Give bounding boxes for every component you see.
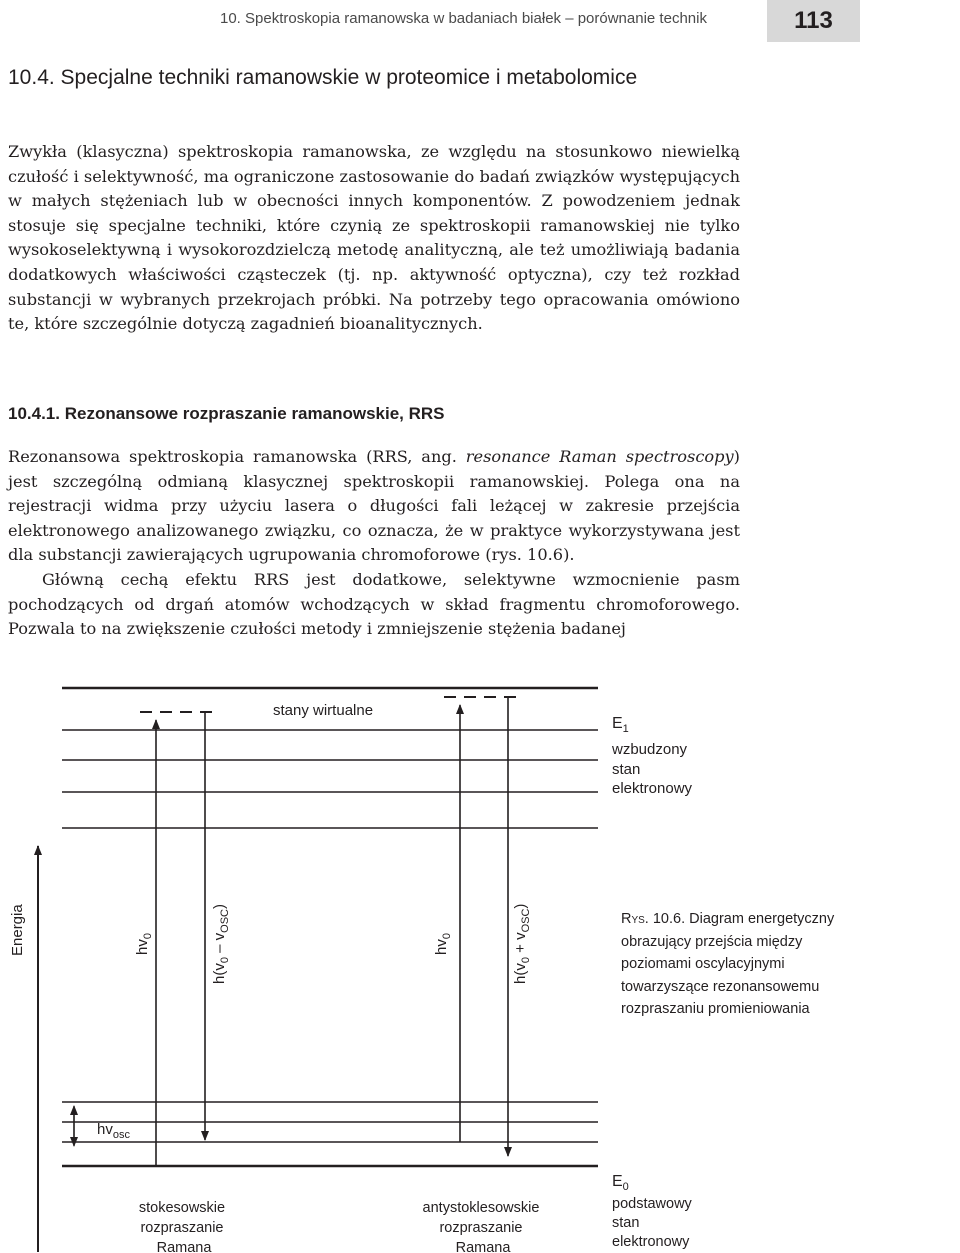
antistokes-shift-label: $h(v_0 + v_{OSC})$ <box>512 903 532 984</box>
subsection-title: 10.4.1. Rezonansowe rozpraszanie ramanowskie, RRS <box>8 404 445 423</box>
paragraph-text-end: ) jest szczególną odmianą klasycznej spektroskopii ramanowskiej. Polega ona na rejestracji widma przy użyciu lasera o długości fali leżącej w zakresie przejścia elektronowego analizowanego związku, co oznacza, że w praktyce wykorzystywana jest dla substancji zawierających ugrupowania chromoforowe (rys. 10.6). <box>8 447 740 565</box>
excited-state-label: wzbudzony stan elektronowy <box>612 741 693 797</box>
stokes-shift-label: $h(v_0 - v_{OSC})$ <box>211 904 231 984</box>
hv0-label-antistokes: $hv_0$ <box>433 933 453 955</box>
figure-label: Rys. 10.6. <box>621 911 686 927</box>
running-head: 10. Spektroskopia ramanowska w badaniach białek – porównanie technik <box>220 10 707 27</box>
body-paragraph-1 <box>8 140 740 337</box>
hv-osc-label: $hv_{osc}$ <box>97 1121 130 1141</box>
english-term: resonance Raman spectroscopy <box>465 447 734 466</box>
body-paragraph-2 <box>8 445 740 642</box>
e0-label: $E_0$ <box>612 1173 629 1193</box>
hv0-label-stokes: $hv_0$ <box>134 933 154 955</box>
antistokes-scattering-label: antystoklesowskie rozpraszanie Ramana <box>422 1200 540 1253</box>
page-number: 113 <box>767 0 860 42</box>
body-paragraph-3: Główną cechą efektu RRS jest dodatkowe, selektywne wzmocnienie pasm pochodzących od drgań atomów wchodzących w skład fragmentu chromoforowego. Pozwala to na zwiększenie czułości metody i zmniejszenie stężenia badanej <box>8 569 740 639</box>
paragraph-text <box>8 445 740 568</box>
ground-state-label: podstawowy stan elektronowy <box>612 1196 692 1250</box>
caption-text: Diagram energetyczny obrazujący przejścia między poziomami oscylacyjnymi towarzyszące rezonansowemu rozpraszaniu promieniowania <box>621 911 835 1017</box>
stokes-scattering-label: stokesowskie rozpraszanie Ramana <box>138 1200 226 1253</box>
virtual-states-label: stany wirtualne <box>273 702 374 719</box>
paragraph-text: Zwykła (klasyczna) spektroskopia ramanowska, ze względu na stosunkowo niewielką czułość i selektywność, ma ograniczone zastosowanie do badań związków występujących w małych stężeniach lub w obecności innych komponentów. Z powodzeniem jednak stosuje się specjalne techniki, które czynią ze spektroskopii ramanowskiej nie tylko wysokoselektywną i wysokorozdzielczą metodę analityczną, ale też umożliwiają badania dodatkowych właściwości cząsteczek (tj. np. aktywność optyczna), czy też rozkład substancji w wybranych przekrojach próbki. Na potrzeby tego opracowania omówiono te, które szczególnie dotyczą zagadnień bioanalitycznych. <box>8 142 740 334</box>
energy-axis-label: Energia <box>9 904 26 956</box>
paragraph-text-start: Rezonansowa spektroskopia ramanowska (RRS, ang. <box>8 447 466 466</box>
section-title: 10.4. Specjalne techniki ramanowskie w proteomice i metabolomice <box>8 66 638 89</box>
e1-label: $E_1$ <box>612 715 629 735</box>
figure-caption <box>621 908 861 1021</box>
